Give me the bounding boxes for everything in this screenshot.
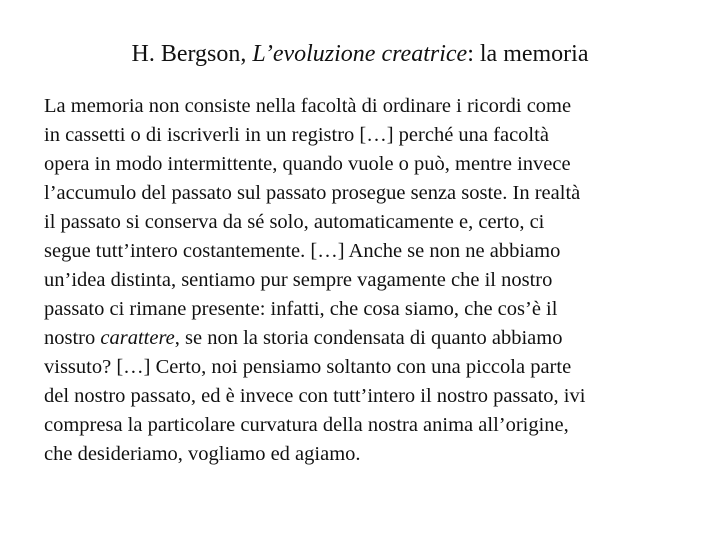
quote-paragraph xyxy=(44,92,684,469)
line9-before: nostro xyxy=(44,327,101,349)
quote-line-9 xyxy=(44,324,684,353)
title-author: H. Bergson, xyxy=(131,41,247,67)
quote-line-3: opera in modo intermittente, quando vuole o può, mentre invece xyxy=(44,153,571,175)
quote-line-1: La memoria non consiste nella facoltà di ordinare i ricordi come xyxy=(44,95,572,117)
line9-after: , se non la storia condensata di quanto abbiamo xyxy=(174,327,563,349)
title-suffix: : la memoria xyxy=(467,41,589,67)
quote-line-11: del nostro passato, ed è invece con tutt’intero il nostro passato, ivi xyxy=(44,385,586,407)
quote-line-6: segue tutt’intero costantemente. […] Anche se non ne abbiamo xyxy=(44,240,561,262)
quote-line-5: il passato si conserva da sé solo, automaticamente e, certo, ci xyxy=(44,211,545,233)
emphasis-carattere: carattere xyxy=(100,327,175,349)
quote-line-8: passato ci rimane presente: infatti, che cosa siamo, che cos’è il xyxy=(44,298,558,320)
quote-line-2: in cassetti o di iscriverli in un registro […] perché una facoltà xyxy=(44,124,549,146)
quote-line-4: l’accumulo del passato sul passato prosegue senza soste. In realtà xyxy=(44,182,581,204)
quote-line-13: che desideriamo, vogliamo ed agiamo. xyxy=(44,443,361,465)
quote-line-10: vissuto? […] Certo, noi pensiamo soltanto con una piccola parte xyxy=(44,356,572,378)
slide-title xyxy=(0,38,720,70)
quote-line-7: un’idea distinta, sentiamo pur sempre vagamente che il nostro xyxy=(44,269,553,291)
title-work: L’evoluzione creatrice xyxy=(252,41,468,67)
quote-line-12: compresa la particolare curvatura della nostra anima all’origine, xyxy=(44,414,569,436)
